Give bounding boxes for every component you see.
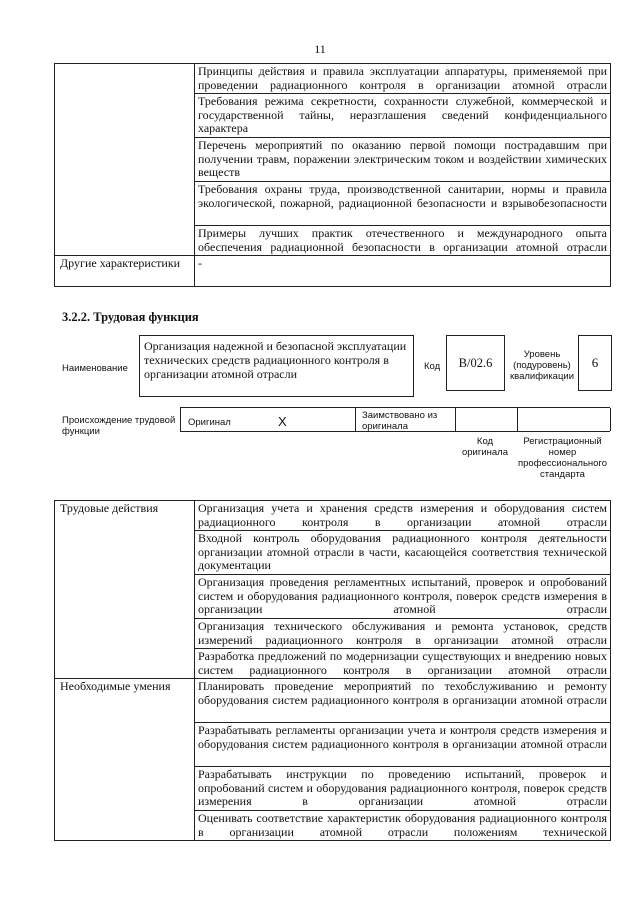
empty-label-cell [55,64,195,256]
knowledge-item: Требования режима секретности, сохранности служебной, коммерческой и государственной тайны, неразглашения сведений конфиденциального характера [195,94,611,138]
page-number: 11 [314,42,326,56]
labor-action-item: Разработка предложений по модернизации существующих и внедрению новых систем радиационного контроля в организации атомной отрасли [195,649,611,679]
original-mark: X [278,414,287,429]
skills-label: Необходимые умения [55,679,195,841]
borrowed-cell [355,408,356,431]
code-original-cell [455,408,456,431]
level-label: Уровень (подуровень) квалификации [509,349,575,382]
section-heading: 3.2.2. Трудовая функция [62,310,199,324]
other-characteristics-label: Другие характеристики [55,256,195,287]
labor-action-item: Входной контроль оборудования радиационного контроля деятельности организации атомной отрасли в части, касающейся соответствия технической документации [195,531,611,575]
function-code-box: B/02.6 [446,335,505,391]
labor-actions-label: Трудовые действия [55,501,195,679]
function-details-table [54,500,611,841]
code-original-label: Код оригинала [461,436,508,458]
origin-label: Происхождение трудовой функции [62,415,176,437]
knowledge-item: Требования охраны труда, производственной санитарии, нормы и правила экологической, пожарной, радиационной безопасности и взрывобезопасности [195,182,611,226]
knowledge-item: Примеры лучших практик отечественного и международного опыта обеспечения радиационной безопасности в организации атомной отрасли [195,226,611,256]
skill-item: Разрабатывать регламенты организации учета и контроля средств измерения и оборудования систем радиационного контроля в организации атомной отрасли [195,723,611,767]
skill-item: Оценивать соответствие характеристик оборудования радиационного контроля в организации атомной отрасли положениям технической [195,811,611,841]
level-box: 6 [578,335,612,391]
code-label: Код [424,361,441,372]
function-name-box: Организация надежной и безопасной эксплуатации технических средств радиационного контроля в организации атомной отрасли [139,335,414,397]
knowledge-table [54,63,611,287]
name-label: Наименование [62,363,128,374]
knowledge-item: Перечень мероприятий по оказанию первой помощи пострадавшим при получении травм, поражении электрическим током и воздействии химических веществ [195,138,611,182]
labor-action-item: Организация проведения регламентных испытаний, проверок и опробований систем и оборудования радиационного контроля, поверок средств измерения в организации атомной отрасли [195,575,611,619]
labor-action-item: Организация технического обслуживания и ремонта установок, средств измерений радиационного контроля в организации атомной отрасли [195,619,611,649]
reg-number-cell [517,408,611,431]
skill-item: Планировать проведение мероприятий по техобслуживанию и ремонту оборудования систем радиационного контроля в организации атомной отрасли [195,679,611,723]
original-label: Оригинал [188,417,231,428]
knowledge-item: Принципы действия и правила эксплуатации аппаратуры, применяемой при проведении радиационного контроля в организации атомной отрасли [195,64,611,94]
borrowed-label: Заимствовано из оригинала [362,410,438,432]
reg-number-label: Регистрационный номер профессионального стандарта [518,436,607,480]
other-characteristics-value: - [195,256,611,287]
labor-action-item: Организация учета и хранения средств измерения и оборудования систем радиационного контроля в организации атомной отрасли [195,501,611,531]
skill-item: Разрабатывать инструкции по проведению испытаний, проверок и опробований систем и оборудования радиационного контроля, поверок средств измерения в организации атомной отрасли [195,767,611,811]
